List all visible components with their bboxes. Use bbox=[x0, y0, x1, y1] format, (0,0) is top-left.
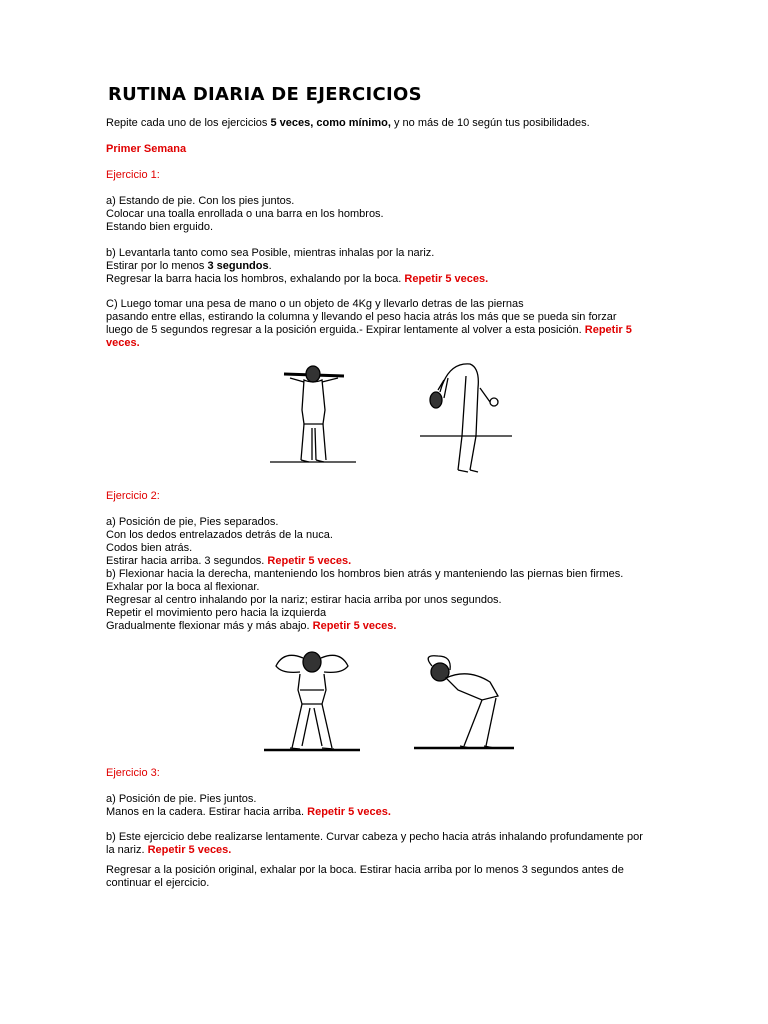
week-heading: Primer Semana bbox=[106, 143, 187, 155]
ex2-line-5: b) Flexionar hacia la derecha, manteniendo los hombros bien atrás y manteniendo las piernas bien firmes. bbox=[106, 568, 624, 580]
ex3-a-line-1: a) Posición de pie. Pies juntos. bbox=[106, 793, 257, 805]
ex1-c-line-3-red: Repetir 5 bbox=[584, 324, 632, 336]
ex2-line-9-text: Gradualmente flexionar más y más abajo. bbox=[106, 620, 313, 632]
exercise-1-figure-standing-bar bbox=[268, 362, 358, 470]
exercise-2-heading: Ejercicio 2: bbox=[106, 490, 160, 502]
exercise-2-figure-hands-behind-neck bbox=[262, 648, 362, 758]
exercise-3-heading: Ejercicio 3: bbox=[106, 767, 160, 779]
intro-text bbox=[106, 117, 590, 130]
ex1-a-line-1: a) Estando de pie. Con los pies juntos. bbox=[106, 195, 295, 207]
repeat-label: Repetir 5 veces. bbox=[307, 806, 391, 818]
ex3-b-line-2-text: la nariz. bbox=[106, 844, 148, 856]
ex1-b-line-1: b) Levantarla tanto como sea Posible, mientras inhalas por la nariz. bbox=[106, 247, 435, 259]
ex3-b-line-2 bbox=[106, 844, 231, 857]
ex1-b-line-3 bbox=[106, 273, 488, 286]
exercise-2-figure-side-bend bbox=[412, 652, 516, 756]
ex3-b-line-1: b) Este ejercicio debe realizarse lentamente. Curvar cabeza y pecho hacia atrás inhalando profundamente por bbox=[106, 831, 643, 843]
ex1-c-line-2: pasando entre ellas, estirando la columna y llevando el peso hacia atrás los más que se pueda sin forzar bbox=[106, 311, 617, 323]
ex3-a-line-2 bbox=[106, 806, 391, 819]
repeat-label: Repetir 5 veces. bbox=[404, 273, 489, 285]
ex2-line-8: Repetir el movimiento pero hacia la izquierda bbox=[106, 607, 327, 619]
ex3-c-line-1: Regresar a la posición original, exhalar por la boca. Estirar hacia arriba por lo menos 3 segundos antes de bbox=[106, 864, 624, 876]
ex2-line-2: Con los dedos entrelazados detrás de la nuca. bbox=[106, 529, 333, 541]
ex1-c-line-1: C) Luego tomar una pesa de mano o un objeto de 4Kg y llevarlo detras de las piernas bbox=[106, 298, 524, 310]
ex1-b-line-2-post: . bbox=[268, 260, 272, 272]
ex2-line-1: a) Posición de pie, Pies separados. bbox=[106, 516, 279, 528]
ex1-c-line-4-red: veces. bbox=[106, 337, 140, 349]
intro-bold: 5 veces, como mínimo, bbox=[270, 117, 391, 129]
exercise-1-figure-bending bbox=[418, 358, 514, 474]
intro-pre: Repite cada uno de los ejercicios bbox=[106, 117, 271, 129]
repeat-label: Repetir 5 veces. bbox=[147, 844, 232, 856]
ex2-line-9 bbox=[106, 620, 396, 633]
repeat-label: Repetir 5 veces. bbox=[312, 620, 397, 632]
ex1-b-line-2-pre: Estirar por lo menos bbox=[106, 260, 208, 272]
ex1-b-line-2 bbox=[106, 260, 272, 273]
ex1-a-line-2: Colocar una toalla enrollada o una barra en los hombros. bbox=[106, 208, 384, 220]
ex2-line-4-text: Estirar hacia arriba. 3 segundos. bbox=[106, 555, 268, 567]
ex2-line-6: Exhalar por la boca al flexionar. bbox=[106, 581, 260, 593]
ex3-a-line-2-text: Manos en la cadera. Estirar hacia arriba. bbox=[106, 806, 308, 818]
ex1-c-line-4 bbox=[106, 337, 140, 350]
ex1-b-line-3-text: Regresar la barra hacia los hombros, exhalando por la boca. bbox=[106, 273, 405, 285]
page-title: RUTINA DIARIA DE EJERCICIOS bbox=[108, 84, 422, 105]
ex1-c-line-3-text: luego de 5 segundos regresar a la posición erguida.- Expirar lentamente al volver a esta posición. bbox=[106, 324, 585, 336]
ex1-c-line-3 bbox=[106, 324, 632, 337]
ex1-b-line-2-bold: 3 segundos bbox=[207, 260, 269, 272]
ex2-line-4 bbox=[106, 555, 351, 568]
ex3-c-line-2: continuar el ejercicio. bbox=[106, 877, 210, 889]
ex1-a-line-3: Estando bien erguido. bbox=[106, 221, 214, 233]
exercise-1-heading: Ejercicio 1: bbox=[106, 169, 160, 181]
ex2-line-7: Regresar al centro inhalando por la nariz; estirar hacia arriba por unos segundos. bbox=[106, 594, 502, 606]
repeat-label: Repetir 5 veces. bbox=[267, 555, 352, 567]
ex2-line-3: Codos bien atrás. bbox=[106, 542, 193, 554]
intro-post: y no más de 10 según tus posibilidades. bbox=[390, 117, 590, 129]
